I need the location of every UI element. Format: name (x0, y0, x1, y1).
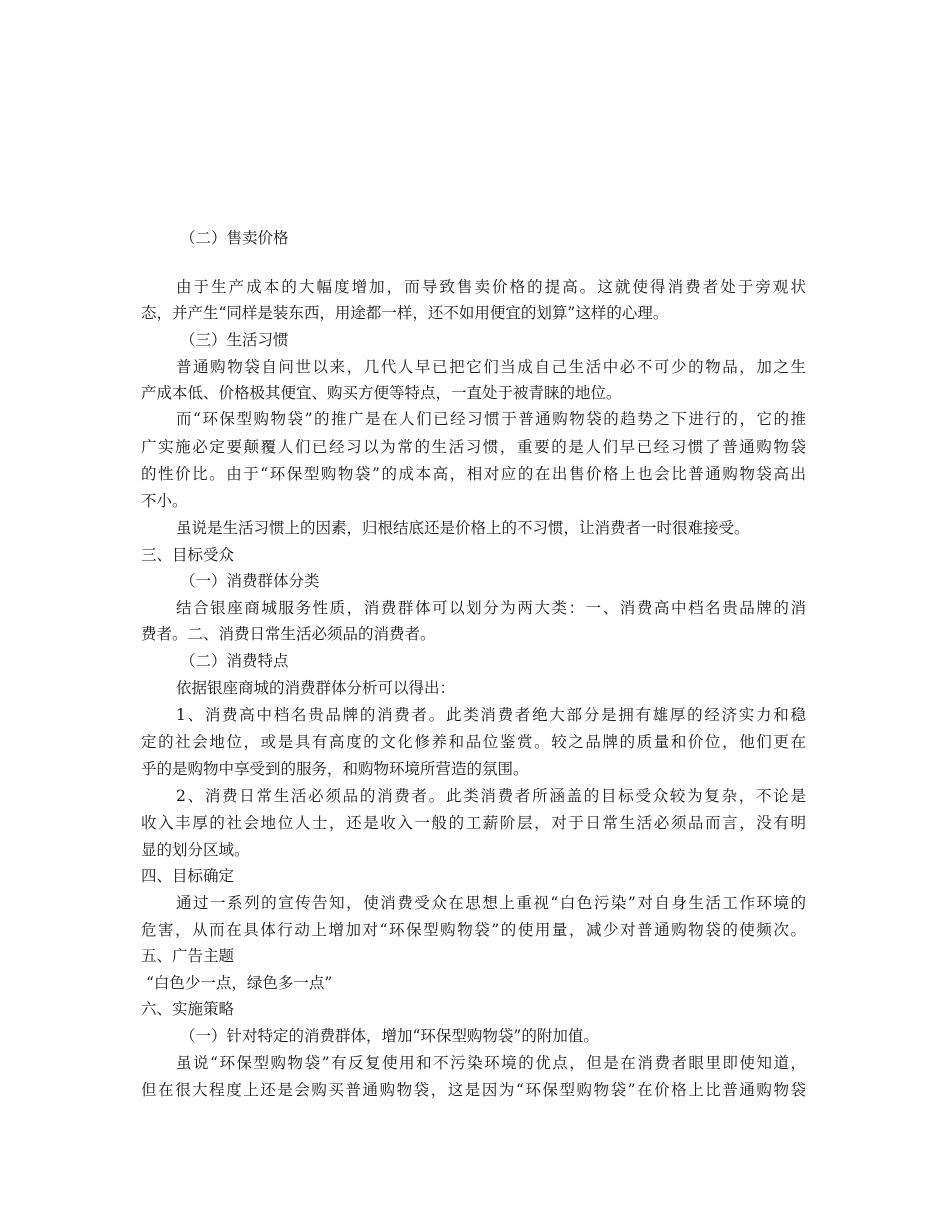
subheading-sale-price: （二）售卖价格 (180, 229, 289, 247)
text-line: 的性价比。由于“环保型购物袋”的成本高，相对应的在出售价格上也会比普通购物袋高出 (141, 465, 806, 483)
section-heading-target-audience: 三、目标受众 (141, 546, 235, 564)
text-line: 但在很大程度上还是会购买普通购物袋，这是因为“环保型购物袋”在价格上比普通购物袋 (141, 1081, 806, 1099)
text-line: 而“环保型购物袋”的推广是在人们已经习惯于普通购物袋的趋势之下进行的，它的推 (176, 410, 806, 428)
text-line: 虽说“环保型购物袋”有反复使用和不污染环境的优点，但是在消费者眼里即使知道， (176, 1054, 806, 1072)
paragraph-features-intro: 依据银座商城的消费群体分析可以得出： (176, 679, 456, 697)
text-line: 广实施必定要颠覆人们已经习以为常的生活习惯，重要的是人们早已经习惯了普通购物袋 (141, 438, 806, 456)
text-line: 不小。 (141, 492, 188, 510)
subheading-living-habits: （三）生活习惯 (180, 331, 289, 349)
text-line: 乎的是购物中享受到的服务，和购物环境所营造的氛围。 (141, 760, 529, 778)
text-line: 费者。二、消费日常生活必须品的消费者。 (141, 625, 436, 643)
text-line: 危害，从而在具体行动上增加对“环保型购物袋”的使用量，减少对普通购物袋的使频次。 (141, 921, 806, 939)
text-line: 由于生产成本的大幅度增加，而导致售卖价格的提高。这就使得消费者处于旁观状 (176, 278, 806, 296)
text-line: 定的社会地位，或是具有高度的文化修养和品位鉴赏。较之品牌的质量和价位，他们更在 (141, 733, 806, 751)
subheading-consumer-features: （二）消费特点 (180, 652, 289, 670)
text-line: 收入丰厚的社会地位人士，还是收入一般的工薪阶层，对于日常生活必须品而言，没有明 (141, 814, 806, 832)
ad-slogan: “白色少一点，绿色多一点” (146, 974, 333, 992)
subheading-strategy-1: （一）针对特定的消费群体，增加“环保型购物袋”的附加值。 (180, 1027, 599, 1045)
text-line: 2、消费日常生活必须品的消费者。此类消费者所涵盖的目标受众较为复杂，不论是 (176, 787, 806, 805)
text-line: 通过一系列的宣传告知，使消费受众在思想上重视“白色污染”对自身生活工作环境的 (176, 894, 806, 912)
paragraph-habits-3: 虽说是生活习惯上的因素，归根结底还是价格上的不习惯，让消费者一时很难接受。 (176, 519, 750, 537)
text-line: 产成本低、价格极其便宜、购买方便等特点，一直处于被青睐的地位。 (141, 384, 622, 402)
text-line: 显的划分区域。 (141, 841, 250, 859)
section-heading-goal: 四、目标确定 (141, 867, 235, 885)
text-line: 态，并产生“同样是装东西，用途都一样，还不如用便宜的划算”这样的心理。 (141, 304, 669, 322)
section-heading-strategy: 六、实施策略 (141, 1000, 235, 1018)
text-line: 1、消费高中档名贵品牌的消费者。此类消费者绝大部分是拥有雄厚的经济实力和稳 (176, 706, 806, 724)
subheading-group-classification: （一）消费群体分类 (180, 572, 320, 590)
section-heading-ad-theme: 五、广告主题 (141, 947, 235, 965)
text-line: 结合银座商城服务性质，消费群体可以划分为两大类：一、消费高中档名贵品牌的消 (176, 599, 806, 617)
text-line: 普通购物袋自问世以来，几代人早已把它们当成自己生活中必不可少的物品，加之生 (176, 358, 806, 376)
